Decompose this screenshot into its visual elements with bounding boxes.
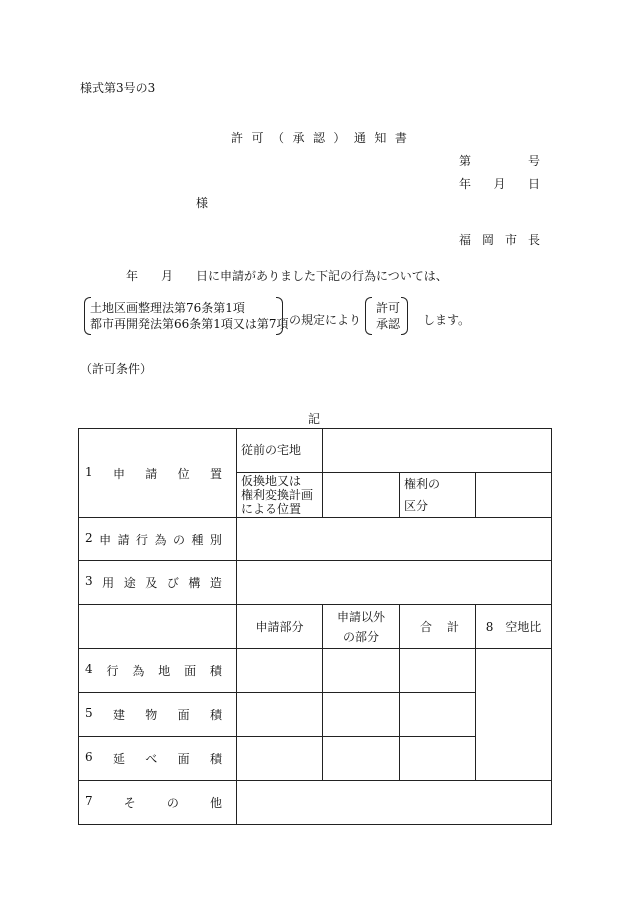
location-label: 1 申 請 位 置	[85, 464, 222, 481]
building-area-applied-cell	[237, 693, 323, 737]
conditions-label: （許可条件）	[80, 362, 153, 376]
floor-area-label: 6 延 べ 面 積	[85, 750, 222, 766]
site-area-label: 4 行 為 地 面 積	[85, 662, 222, 678]
prev-land-label: 従前の宅地	[241, 443, 302, 457]
prev-land-value-cell	[323, 429, 552, 473]
date-line: 年 月 日	[459, 177, 540, 191]
col-ratio-header: 8 空地比	[476, 605, 552, 649]
other-value-cell	[237, 781, 552, 825]
site-area-label-cell	[79, 649, 237, 693]
floor-area-label-cell	[79, 737, 237, 781]
location-label-cell	[79, 429, 237, 518]
building-area-total-cell	[400, 693, 476, 737]
col-other-header: 申請以外 の部分	[323, 605, 400, 649]
building-area-label-cell	[79, 693, 237, 737]
use-structure-value-cell	[237, 561, 552, 605]
action-type-value-cell	[237, 518, 552, 561]
body-year: 年	[126, 269, 139, 283]
rights-class-label-cell	[400, 473, 476, 518]
notice-number-line: 第 号	[459, 154, 540, 168]
ki-heading: 記	[308, 412, 321, 426]
body-day-text: 日に申請がありました下記の行為については、	[196, 269, 448, 283]
use-structure-label: 3 用 途 及 び 構 造	[85, 574, 222, 590]
header-blank-cell	[79, 605, 237, 649]
site-area-total-cell	[400, 649, 476, 693]
use-structure-label-cell	[79, 561, 237, 605]
temp-land-label: 仮換地又は 権利変換計画 による位置	[241, 474, 314, 516]
temp-land-value-cell	[323, 473, 400, 518]
building-area-other-cell	[323, 693, 400, 737]
by-rule-text: の規定により	[289, 313, 362, 327]
suru-text: します。	[423, 313, 471, 327]
action-option-approve: 承認	[376, 317, 401, 331]
action-bracket-right	[401, 297, 408, 335]
open-space-ratio-value-cell	[476, 649, 552, 781]
application-table	[78, 428, 552, 825]
action-type-label: 2 申 請 行 為 の 種 別	[85, 530, 222, 547]
col-total-header: 合 計	[420, 620, 459, 634]
col-applied-header: 申請部分	[237, 605, 323, 649]
other-label-cell	[79, 781, 237, 825]
other-label: 7 そ の 他	[85, 794, 222, 810]
law-bracket-right	[276, 297, 283, 335]
action-type-label-cell	[79, 518, 237, 561]
law-option-urban-redevelopment: 都市再開発法第66条第1項又は第7項	[90, 317, 289, 331]
form-number: 様式第3号の3	[80, 81, 156, 95]
addressee-sama: 様	[196, 196, 209, 210]
temp-land-label-cell	[237, 473, 323, 518]
site-area-applied-cell	[237, 649, 323, 693]
issuer-mayor: 福 岡 市 長	[459, 233, 540, 247]
floor-area-total-cell	[400, 737, 476, 781]
col-total-header-cell	[400, 605, 476, 649]
rights-class-label: 権利の 区分	[404, 477, 441, 513]
action-bracket-left	[365, 297, 372, 335]
building-area-label: 5 建 物 面 積	[85, 706, 222, 722]
floor-area-other-cell	[323, 737, 400, 781]
law-option-land-readjustment: 土地区画整理法第76条第1項	[90, 301, 245, 315]
body-month: 月	[161, 269, 174, 283]
site-area-other-cell	[323, 649, 400, 693]
action-option-permit: 許可	[376, 301, 401, 315]
document-title: 許 可 （ 承 認 ） 通 知 書	[231, 131, 407, 145]
prev-land-label-cell	[237, 429, 323, 473]
rights-class-value-cell	[476, 473, 552, 518]
floor-area-applied-cell	[237, 737, 323, 781]
